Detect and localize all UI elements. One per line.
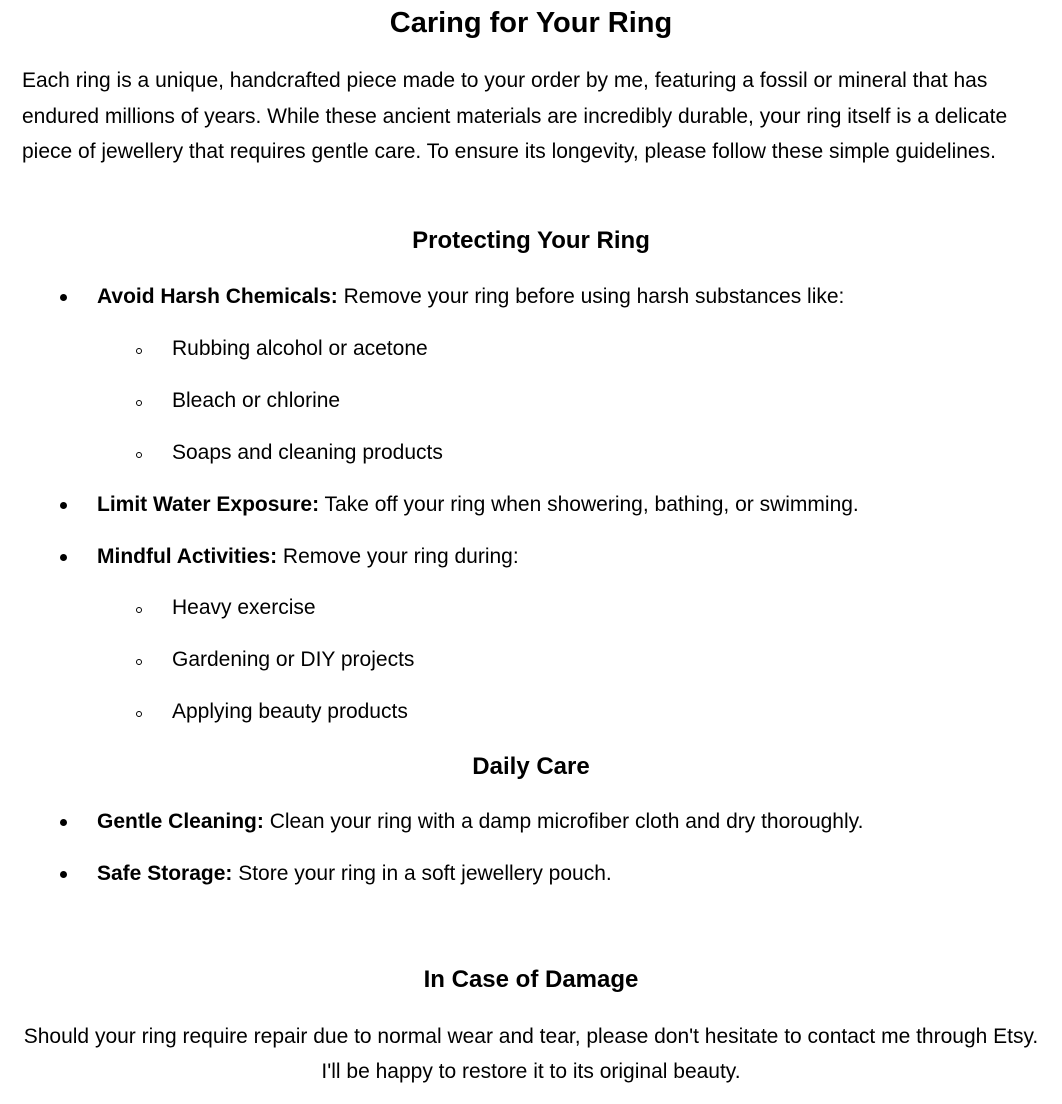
bullet-label: Avoid Harsh Chemicals:	[97, 285, 338, 308]
circle-bullet-icon	[136, 659, 142, 665]
damage-paragraph: Should your ring require repair due to normal wear and tear, please don't hesitate to contact me through Etsy. I'll be happy to restore it to its original beauty.	[23, 1025, 1039, 1083]
list-item	[0, 807, 1062, 837]
intro-paragraph: Each ring is a unique, handcrafted piece made to your order by me, featuring a fossil or mineral that has endured millions of years. While these ancient materials are incredibly durable, your ring itself is a delicate piece of jewellery that requires gentle care. To ensure its longevity, please follow these simple guidelines.	[22, 69, 1008, 163]
bullet-text: Remove your ring before using harsh substances like:	[337, 285, 845, 308]
sub-item-text: Soaps and cleaning products	[172, 441, 443, 464]
bullet-label: Mindful Activities:	[97, 545, 278, 568]
sub-item-text: Applying beauty products	[172, 700, 408, 723]
sub-item-text: Rubbing alcohol or acetone	[172, 337, 428, 360]
list-item	[0, 490, 1062, 520]
bullet-label: Safe Storage:	[97, 862, 233, 885]
sub-item-text: Heavy exercise	[172, 596, 316, 619]
list-item	[0, 282, 1062, 312]
sub-list-item	[0, 697, 1062, 727]
circle-bullet-icon	[136, 400, 142, 406]
bullet-label: Limit Water Exposure:	[97, 493, 320, 516]
circle-bullet-icon	[136, 452, 142, 458]
list-item	[0, 859, 1062, 889]
bullet-icon	[60, 294, 67, 301]
protecting-heading: Protecting Your Ring	[412, 227, 650, 254]
circle-bullet-icon	[136, 607, 142, 613]
list-item	[0, 542, 1062, 572]
bullet-label: Gentle Cleaning:	[97, 810, 264, 833]
sub-list-item	[0, 645, 1062, 675]
sub-list-item	[0, 334, 1062, 364]
sub-list-item	[0, 386, 1062, 416]
sub-list-item	[0, 593, 1062, 623]
sub-item-text: Bleach or chlorine	[172, 389, 341, 412]
sub-item-text: Gardening or DIY projects	[172, 648, 415, 671]
bullet-text: Take off your ring when showering, bathing, or swimming.	[319, 493, 859, 516]
bullet-icon	[60, 554, 67, 561]
bullet-icon	[60, 871, 67, 878]
circle-bullet-icon	[136, 348, 142, 354]
bullet-icon	[60, 819, 67, 826]
page-title: Caring for Your Ring	[389, 7, 673, 39]
bullet-text: Clean your ring with a damp microfiber cloth and dry thoroughly.	[263, 810, 864, 833]
circle-bullet-icon	[136, 711, 142, 717]
daily-care-heading: Daily Care	[472, 753, 590, 780]
damage-heading: In Case of Damage	[423, 966, 639, 993]
bullet-text: Remove your ring during:	[277, 545, 519, 568]
sub-list-item	[0, 438, 1062, 468]
bullet-text: Store your ring in a soft jewellery pouch.	[232, 862, 612, 885]
bullet-icon	[60, 502, 67, 509]
